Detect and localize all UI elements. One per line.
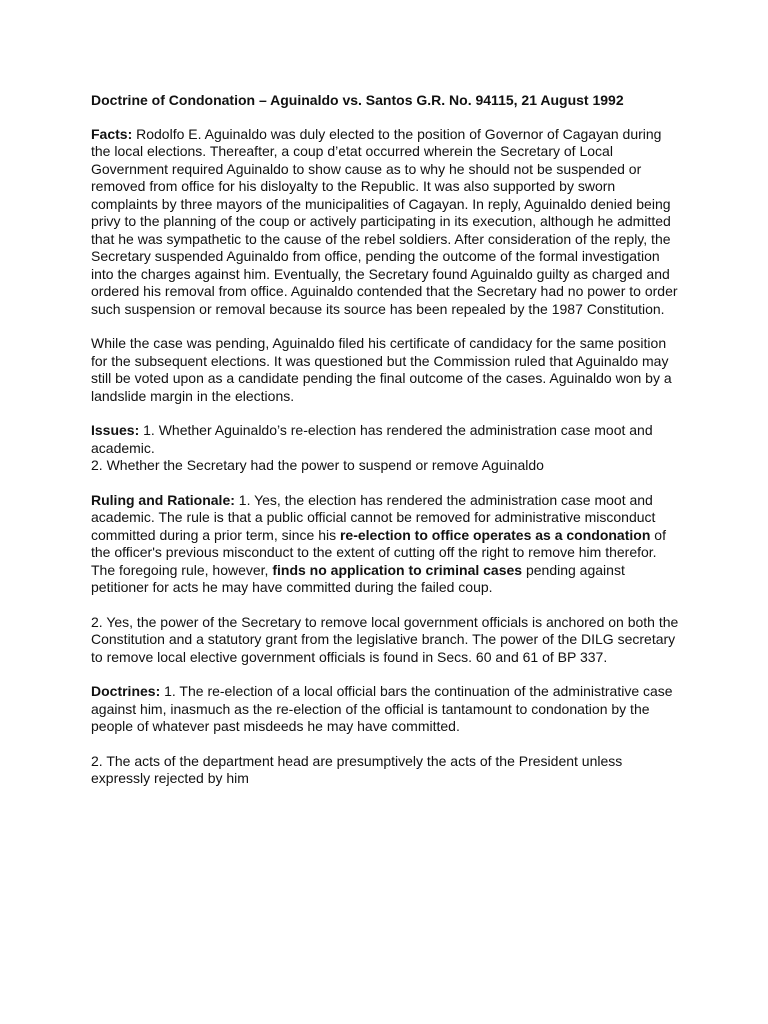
facts-label: Facts: [91,125,133,142]
facts-text: Rodolfo E. Aguinaldo was duly elected to the position of Governor of Cagayan during the local elections. Thereafter, a coup d’etat occurred wherein the Secretary of Local Government required Aguinaldo to show cause as to why he should not be suspended or removed from office for his disloyalty to the Republic. It was also supported by sworn complaints by three mayors of the municipalities of Cagayan. In reply, Aguinaldo denied being privy to the planning of the coup or actively participating in its execution, although he admitted that he was sympathetic to the cause of the rebel soldiers. After consideration of the reply, the Secretary suspended Aguinaldo from office, pending the outcome of the formal investigation into the charges against him. Eventually, the Secretary found Aguinaldo guilty as charged and ordered his removal from office. Aguinaldo contended that the Secretary had no power to order such suspension or removal because its source has been repealed by the 1987 Constitution. [91,125,678,317]
ruling-text-1: 1. Yes, the election has rendered the administration case moot and academic. The rule is that a public official cannot be removed for administrative misconduct committed during a prior term, since his [91,491,656,543]
ruling-emphasis-condonation: re-election to office operates as a condonation [339,526,651,543]
issue-1: 1. Whether Aguinaldo’s re-election has rendered the administration case moot and academic. [91,422,653,456]
document-page [91,92,679,805]
facts-paragraph [91,126,679,319]
document-title: Doctrine of Condonation – Aguinaldo vs. Santos G.R. No. 94115, 21 August 1992 [91,92,624,108]
ruling-text-3: pending against petitioner for acts he may have committed during the failed coup. [91,561,625,595]
pending-paragraph: While the case was pending, Aguinaldo filed his certificate of candidacy for the same position for the subsequent elections. It was questioned but the Commission ruled that Aguinaldo may still be voted upon as a candidate pending the final outcome of the cases. Aguinaldo won by a landslide margin in the elections. [91,335,672,404]
issue-2: 2. Whether the Secretary had the power to suspend or remove Aguinaldo [91,457,544,473]
issues-label: Issues: [91,422,140,438]
ruling-paragraph-2: 2. Yes, the power of the Secretary to remove local government officials is anchored on both the Constitution and a statutory grant from the legislative branch. The power of the DILG secretary to remove local elective government officials is found in Secs. 60 and 61 of BP 337. [91,613,679,665]
doctrine-1: 1. The re-election of a local official bars the continuation of the administrative case against him, inasmuch as the re-election of the official is tantamount to condonation by the people of whatever past misdeeds he may have committed. [91,683,673,734]
doctrine-2: 2. The acts of the department head are presumptively the acts of the President unless expressly rejected by him [91,752,623,786]
ruling-emphasis-criminal: finds no application to criminal cases [272,561,523,578]
issues-paragraph [91,422,679,475]
doctrines-label: Doctrines: [91,683,161,699]
ruling-paragraph [91,492,679,597]
ruling-text-2: of the officer's previous misconduct to the extent of cutting off the right to remove him therefor. The foregoing rule, however, [91,526,666,578]
doctrines-paragraph [91,683,679,736]
ruling-label: Ruling and Rationale: [91,491,235,508]
